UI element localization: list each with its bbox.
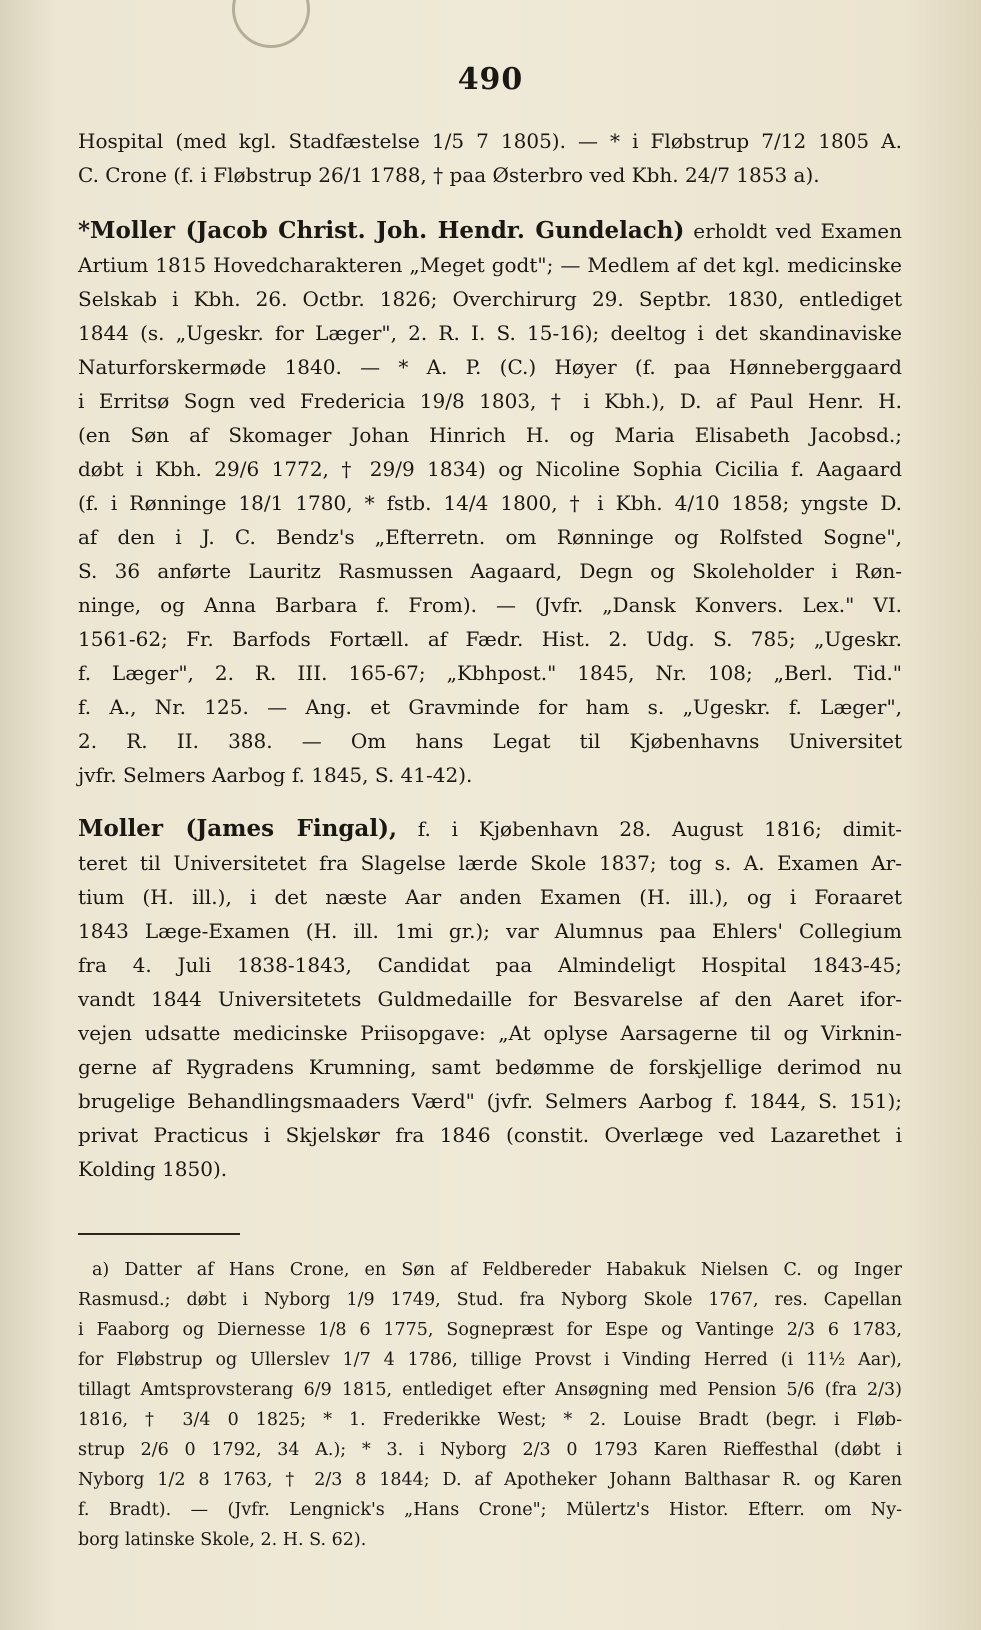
text-line: f. A., Nr. 125. — Ang. et Gravminde for ham s. „Ugeskr. f. Læger", xyxy=(78,695,902,719)
text-line: gerne af Rygradens Krumning, samt bedømme de forskjellige derimod nu xyxy=(78,1055,902,1079)
footnote-line: a) Datter af Hans Crone, en Søn af Feldbereder Habakuk Nielsen C. og Inger xyxy=(92,1260,902,1280)
text-line: (en Søn af Skomager Johan Hinrich H. og Maria Elisabeth Jacobsd.; xyxy=(78,423,902,447)
text-line: af den i J. C. Bendz's „Efterretn. om Rønninge og Rolfsted Sogne", xyxy=(78,525,902,549)
text-segment: f. i Kjøbenhavn 28. August 1816; dimit- xyxy=(417,817,902,841)
footnote-line: borg latinske Skole, 2. H. S. 62). xyxy=(78,1530,367,1550)
text-line: (f. i Rønninge 18/1 1780, * fstb. 14/4 1800, † i Kbh. 4/10 1858; yngste D. xyxy=(78,491,902,515)
text-line: Naturforskermøde 1840. — * A. P. (C.) Høyer (f. paa Hønneberggaard xyxy=(78,355,902,379)
text-line: brugelige Behandlingsmaaders Værd" (jvfr. Selmers Aarbog f. 1844, S. 151); xyxy=(78,1089,902,1113)
text-line: Hospital (med kgl. Stadfæstelse 1/5 7 1805). — * i Fløbstrup 7/12 1805 A. xyxy=(78,129,902,153)
text-line: privat Practicus i Skjelskør fra 1846 (constit. Overlæge ved Lazarethet i xyxy=(78,1123,902,1147)
entry-heading: Moller (James Fingal), xyxy=(78,815,397,842)
text-line: 1844 (s. „Ugeskr. for Læger", 2. R. I. S. 15-16); deeltog i det skandinaviske xyxy=(78,321,902,345)
text-line: Selskab i Kbh. 26. Octbr. 1826; Overchirurg 29. Septbr. 1830, entlediget xyxy=(78,287,902,311)
footnote-line: Nyborg 1/2 8 1763, † 2/3 8 1844; D. af Apotheker Johann Balthasar R. og Karen xyxy=(78,1470,902,1490)
text-line: vejen udsatte medicinske Priisopgave: „At oplyse Aarsagerne til og Virknin- xyxy=(78,1021,902,1045)
footnote xyxy=(78,1255,902,1555)
text-line: i Erritsø Sogn ved Fredericia 19/8 1803, † i Kbh.), D. af Paul Henr. H. xyxy=(78,389,902,413)
text-segment: erholdt ved Examen xyxy=(693,219,902,243)
entry-first-line xyxy=(78,812,902,846)
text-line: Kolding 1850). xyxy=(78,1157,228,1181)
text-line: ninge, og Anna Barbara f. From). — (Jvfr. „Dansk Konvers. Lex." VI. xyxy=(78,593,902,617)
text-line: tium (H. ill.), i det næste Aar anden Examen (H. ill.), og i Foraaret xyxy=(78,885,902,909)
text-line: Artium 1815 Hovedcharakteren „Meget godt"; — Medlem af det kgl. medicinske xyxy=(78,253,902,277)
text-line: jvfr. Selmers Aarbog f. 1845, S. 41-42). xyxy=(78,763,473,787)
footnote-line: 1816, † 3/4 0 1825; * 1. Frederikke West; * 2. Louise Bradt (begr. i Fløb- xyxy=(78,1410,902,1430)
entry-heading: *Moller (Jacob Christ. Joh. Hendr. Gundelach) xyxy=(78,217,685,244)
text-line: C. Crone (f. i Fløbstrup 26/1 1788, † paa Østerbro ved Kbh. 24/7 1853 a). xyxy=(78,163,820,187)
stain-ring xyxy=(232,0,310,48)
text-line: S. 36 anførte Lauritz Rasmussen Aagaard, Degn og Skoleholder i Røn- xyxy=(78,559,902,583)
footnote-line: for Fløbstrup og Ullerslev 1/7 4 1786, tillige Provst i Vinding Herred (i 11½ Aar), xyxy=(78,1350,902,1370)
text-line: fra 4. Juli 1838-1843, Candidat paa Almindeligt Hospital 1843-45; xyxy=(78,953,902,977)
entry-continuation xyxy=(78,124,902,192)
footnote-line: f. Bradt). — (Jvfr. Lengnick's „Hans Crone"; Mülertz's Histor. Efterr. om Ny- xyxy=(78,1500,902,1520)
footnote-line: Rasmusd.; døbt i Nyborg 1/9 1749, Stud. fra Nyborg Skole 1767, res. Capellan xyxy=(78,1290,902,1310)
entry-moller-jacob xyxy=(78,214,902,792)
footnote-line: i Faaborg og Diernesse 1/8 6 1775, Sognepræst for Espe og Vantinge 2/3 6 1783, xyxy=(78,1320,902,1340)
text-line: døbt i Kbh. 29/6 1772, † 29/9 1834) og Nicoline Sophia Cicilia f. Aagaard xyxy=(78,457,902,481)
text-line: vandt 1844 Universitetets Guldmedaille for Besvarelse af den Aaret ifor- xyxy=(78,987,902,1011)
text-line: 1561-62; Fr. Barfods Fortæll. af Fædr. Hist. 2. Udg. S. 785; „Ugeskr. xyxy=(78,627,902,651)
page-number: 490 xyxy=(457,62,524,97)
text-line: 1843 Læge-Examen (H. ill. 1mi gr.); var Alumnus paa Ehlers' Collegium xyxy=(78,919,902,943)
footnote-line: tillagt Amtsprovsterang 6/9 1815, entlediget efter Ansøgning med Pension 5/6 (fra 2/3) xyxy=(78,1380,902,1400)
text-line: teret til Universitetet fra Slagelse lærde Skole 1837; tog s. A. Examen Ar- xyxy=(78,851,902,875)
entry-moller-james xyxy=(78,812,902,1186)
text-line: 2. R. II. 388. — Om hans Legat til Kjøbenhavns Universitet xyxy=(78,729,902,753)
footnote-divider xyxy=(78,1233,240,1235)
text-line: f. Læger", 2. R. III. 165-67; „Kbhpost." 1845, Nr. 108; „Berl. Tid." xyxy=(78,661,902,685)
entry-first-line xyxy=(78,214,902,248)
footnote-line: strup 2/6 0 1792, 34 A.); * 3. i Nyborg 2/3 0 1793 Karen Rieffesthal (døbt i xyxy=(78,1440,902,1460)
